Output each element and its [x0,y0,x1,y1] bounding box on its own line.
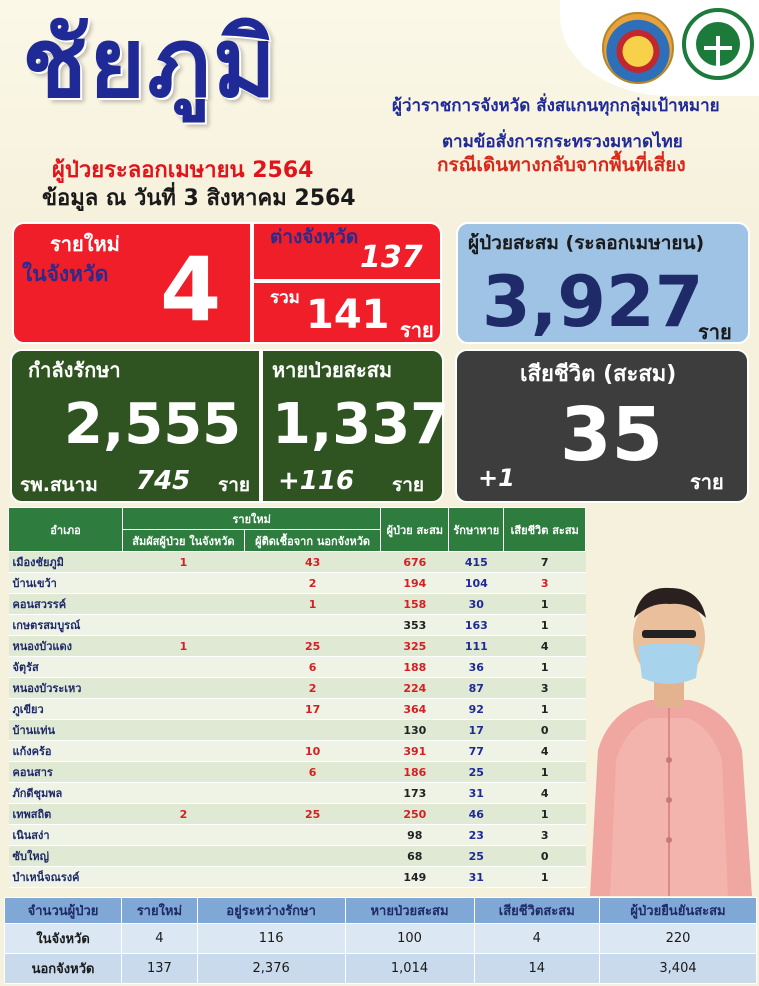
summary-table-body [5,924,757,984]
summary-table [4,897,757,984]
cell-rec: 104 [449,573,504,594]
cell-cum: 149 [381,867,449,888]
cell-contact: 2 [123,804,245,825]
cell-rec: 17 [449,720,504,741]
cell-contact [123,657,245,678]
cell-import [244,720,381,741]
cell-import: 17 [244,699,381,720]
cell-cum: 98 [381,825,449,846]
cell-name: หนองบัวระเหว [9,678,123,699]
summary-col-header: ผู้ป่วยยืนยันสะสม [600,898,757,924]
cell-contact [123,741,245,762]
cell-cum: 130 [381,720,449,741]
cell-contact: 1 [123,636,245,657]
governor-photo [580,560,759,896]
new-cases-divider-horizontal [254,279,440,283]
recovered-unit: ราย [392,474,425,496]
new-total-value: 141 [306,292,390,338]
new-cases-label: รายใหม่ [50,232,120,256]
cell-cum: 188 [381,657,449,678]
cell-contact [123,825,245,846]
cell-rec: 163 [449,615,504,636]
cell-rec: 46 [449,804,504,825]
summary-row-label: ในจังหวัด [5,924,122,954]
cell-dead: 3 [504,825,586,846]
summary-cell: 137 [122,954,198,984]
cell-cum: 194 [381,573,449,594]
cell-cum: 158 [381,594,449,615]
field-hospital-value: 745 [136,466,191,496]
cell-import [244,825,381,846]
cell-cum: 364 [381,699,449,720]
col-district-header: อำเภอ [9,508,123,552]
cell-name: บ้านเขว้า [9,573,123,594]
governor-notice-line3: กรณีเดินทางกลับจากพื้นที่เสี่ยง [437,154,686,176]
summary-cell: 3,404 [600,954,757,984]
col-cumulative-header: ผู้ป่วย สะสม [381,508,449,552]
col-new-header: รายใหม่ [123,508,381,530]
cell-cum: 250 [381,804,449,825]
table-row [9,699,586,720]
cell-name: บ้านแท่น [9,720,123,741]
summary-cell: 220 [600,924,757,954]
deaths-label: เสียชีวิต (สะสม) [520,362,677,387]
cell-contact [123,573,245,594]
cell-cum: 353 [381,615,449,636]
cell-rec: 23 [449,825,504,846]
cell-rec: 30 [449,594,504,615]
col-deaths-header: เสียชีวิต สะสม [504,508,586,552]
cell-import [244,867,381,888]
cell-cum: 186 [381,762,449,783]
cell-name: จัตุรัส [9,657,123,678]
summary-col-header: จำนวนผู้ป่วย [5,898,122,924]
cell-rec: 25 [449,846,504,867]
deaths-delta: +1 [478,464,515,492]
table-row [9,573,586,594]
treatment-divider [259,351,263,501]
cell-name: ภูเขียว [9,699,123,720]
cell-cum: 68 [381,846,449,867]
summary-row-label: นอกจังหวัด [5,954,122,984]
cell-import [244,615,381,636]
district-table-body [9,552,586,888]
cell-name: เนินสง่า [9,825,123,846]
cell-contact [123,678,245,699]
cell-import: 6 [244,762,381,783]
cell-contact: 1 [123,552,245,573]
table-row [9,825,586,846]
summary-cell: 1,014 [345,954,474,984]
cell-contact [123,867,245,888]
cell-import: 10 [244,741,381,762]
governor-notice-line2: ตามข้อสั่งการกระทรวงมหาดไทย [442,132,683,152]
cell-rec: 111 [449,636,504,657]
table-row [9,636,586,657]
cell-name: หนองบัวแดง [9,636,123,657]
data-date: ข้อมูล ณ วันที่ 3 สิงหาคม 2564 [42,186,356,211]
cell-name: คอนสาร [9,762,123,783]
cell-contact [123,720,245,741]
summary-cell: 14 [474,954,600,984]
cell-import: 25 [244,804,381,825]
cell-rec: 415 [449,552,504,573]
cumulative-value: 3,927 [482,261,704,343]
cell-name: ซับใหญ่ [9,846,123,867]
cell-name: เมืองชัยภูมิ [9,552,123,573]
cell-dead: 4 [504,741,586,762]
cell-dead: 0 [504,720,586,741]
field-hospital-label: รพ.สนาม [20,474,98,496]
cell-rec: 31 [449,867,504,888]
cell-name: แก้งคร้อ [9,741,123,762]
cell-cum: 325 [381,636,449,657]
recovered-delta: +116 [278,466,355,496]
summary-col-header: เสียชีวิตสะสม [474,898,600,924]
cell-dead: 1 [504,699,586,720]
table-row [9,657,586,678]
ministry-of-public-health-logo-icon [682,8,754,80]
cell-cum: 676 [381,552,449,573]
recovered-label: หายป่วยสะสม [272,358,393,382]
cell-dead: 3 [504,678,586,699]
cell-contact [123,615,245,636]
cell-import: 43 [244,552,381,573]
governor-notice-line1: ผู้ว่าราชการจังหวัด สั่งสแกนทุกกลุ่มเป้าหมาย [392,96,720,116]
cell-contact [123,783,245,804]
summary-col-header: หายป่วยสะสม [345,898,474,924]
summary-cell: 2,376 [197,954,345,984]
col-import-header: ผู้ติดเชื้อจาก นอกจังหวัด [244,530,381,552]
district-table [8,507,586,888]
province-title: ชัยภูมิ [22,7,278,119]
cell-import [244,846,381,867]
table-row [9,783,586,804]
cell-dead: 1 [504,594,586,615]
wave-subtitle: ผู้ป่วยระลอกเมษายน 2564 [52,158,314,183]
summary-cell: 4 [122,924,198,954]
cell-contact [123,846,245,867]
table-row [9,720,586,741]
province-emblem-icon [602,12,674,84]
cell-rec: 92 [449,699,504,720]
summary-row [5,954,757,984]
new-cases-divider-vertical [250,224,254,342]
cell-name: บำเหน็จณรงค์ [9,867,123,888]
col-recovered-header: รักษาหาย [449,508,504,552]
cumulative-unit: ราย [698,320,732,344]
cell-import: 2 [244,573,381,594]
table-row [9,804,586,825]
table-row [9,678,586,699]
summary-col-header: อยู่ระหว่างรักษา [197,898,345,924]
table-row [9,615,586,636]
cell-dead: 4 [504,636,586,657]
new-total-unit: ราย [400,318,434,342]
table-row [9,846,586,867]
cell-dead: 1 [504,762,586,783]
cell-import: 2 [244,678,381,699]
in-province-value: 4 [160,238,222,341]
table-row [9,741,586,762]
in-province-label: ในจังหวัด [22,262,109,286]
deaths-unit: ราย [690,470,724,494]
cell-cum: 173 [381,783,449,804]
col-contact-header: สัมผัสผู้ป่วย ในจังหวัด [123,530,245,552]
cell-name: ภักดีชุมพล [9,783,123,804]
cell-dead: 1 [504,804,586,825]
cell-import: 25 [244,636,381,657]
table-row [9,552,586,573]
cell-dead: 0 [504,846,586,867]
cell-dead: 7 [504,552,586,573]
cell-dead: 4 [504,783,586,804]
treatment-value: 2,555 [64,392,242,457]
summary-header-row [5,898,757,924]
recovered-value: 1,337 [272,392,450,457]
summary-row [5,924,757,954]
cell-dead: 1 [504,615,586,636]
cell-rec: 25 [449,762,504,783]
cell-contact [123,594,245,615]
summary-cell: 4 [474,924,600,954]
cell-name: คอนสวรรค์ [9,594,123,615]
cell-rec: 77 [449,741,504,762]
new-total-label: รวม [270,288,300,308]
field-hospital-unit: ราย [218,474,251,496]
cell-rec: 36 [449,657,504,678]
cell-import: 1 [244,594,381,615]
cell-name: เกษตรสมบูรณ์ [9,615,123,636]
cell-contact [123,762,245,783]
summary-col-header: รายใหม่ [122,898,198,924]
cell-name: เทพสถิต [9,804,123,825]
cell-cum: 391 [381,741,449,762]
cell-dead: 1 [504,867,586,888]
cell-cum: 224 [381,678,449,699]
table-row [9,867,586,888]
cell-import [244,783,381,804]
cell-dead: 3 [504,573,586,594]
cell-contact [123,699,245,720]
summary-cell: 116 [197,924,345,954]
out-province-value: 137 [360,240,423,275]
out-province-label: ต่างจังหวัด [270,226,359,248]
treatment-label: กำลังรักษา [28,358,121,382]
cell-rec: 87 [449,678,504,699]
cumulative-label: ผู้ป่วยสะสม (ระลอกเมษายน) [468,232,705,254]
cell-rec: 31 [449,783,504,804]
table-row [9,762,586,783]
cell-import: 6 [244,657,381,678]
deaths-value: 35 [560,392,663,478]
table-row [9,594,586,615]
cell-dead: 1 [504,657,586,678]
summary-cell: 100 [345,924,474,954]
